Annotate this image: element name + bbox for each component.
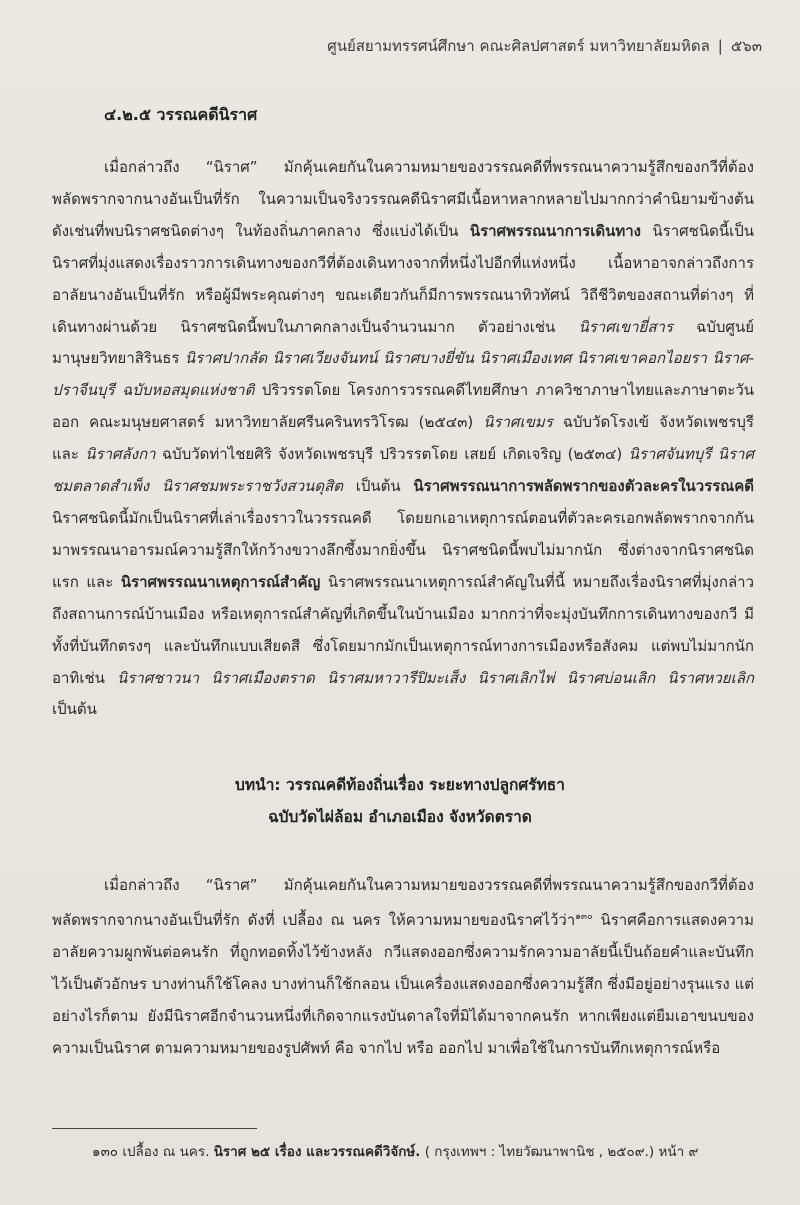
footnote-author: เปลื้อง ณ นคร. xyxy=(118,1144,214,1160)
running-header xyxy=(327,34,762,58)
title-ref: นิราศชาวนา นิราศเมืองตราด นิราศมหาวารีปิมะเส็ง นิราศเลิกไพ่ นิราศบ่อนเลิก นิราศหวยเลิก xyxy=(117,668,754,687)
chapter-paragraph xyxy=(52,870,754,1064)
title-ref: นิราศจันทบุรี นิราศชมตลาดสำเพ็ง นิราศชมพระราชวังสวนดุสิต xyxy=(52,445,754,496)
header-separator: | xyxy=(717,37,723,55)
text-run: เป็นต้น xyxy=(52,700,97,719)
running-title: ศูนย์สยามทรรศน์ศึกษา คณะศิลปศาสตร์ มหาวิทยาลัยมหิดล xyxy=(327,37,710,55)
footnote-divider xyxy=(52,1128,257,1129)
footnote-marker: ๑๓๐ xyxy=(92,1144,119,1160)
text-run: ฉบับศูนย์มานุษยวิทยาสิรินธร xyxy=(52,317,754,368)
bold-term-separation-nirat: นิราศพรรณนาการพลัดพรากของตัวละครในวรรณคดี xyxy=(413,477,754,496)
chapter-body xyxy=(52,870,754,1064)
footnote-ref[interactable]: ๑๓๐ xyxy=(575,911,593,922)
page-number: ๕๖๓ xyxy=(730,37,762,55)
text-run: เมื่อกล่าวถึง “นิราศ” มักคุ้นเคยกันในความหมายของวรรณคดีที่พรรณนาความรู้สึกของกวีที่ต้องพลัดพรากจากนางอันเป็นที่รัก ดังที่ เปลื้อง ณ นคร ให้ความหมายของนิราศไว้ว่า xyxy=(52,876,754,929)
footnote-publication: ( กรุงเทพฯ : ไทยวัฒนาพานิช , ๒๕๐๙.) หน้า ๙ xyxy=(420,1144,699,1160)
section-paragraph xyxy=(52,152,754,726)
title-ref: นิราศลังกา xyxy=(85,445,156,464)
text-run: เมื่อกล่าวถึง “นิราศ” มักคุ้นเคยกันในความหมายของวรรณคดีที่พรรณนาความรู้สึกของกวีที่ต้องพลัดพรากจากนางอันเป็นที่รัก ในความเป็นจริงวรรณคดีนิราศมีเนื้อหาหลากหลายไปมากกว่าคำนิยามข้างต้น ดังเช่นที่พบนิราศชนิดต่างๆ ในท้องถิ่นภาคกลาง ซึ่งแบ่งได้เป็น xyxy=(52,158,754,240)
bold-term-travel-nirat: นิราศพรรณนาการเดินทาง xyxy=(469,221,641,240)
text-run: ปริวรรตโดย โครงการวรรณคดีไทยศึกษา ภาควิชาภาษาไทยและภาษาตะวันออก คณะมนุษยศาสตร์ มหาวิทยาลัยศรีนครินทรวิโรฒ (๒๕๔๓) xyxy=(52,381,754,432)
text-run: นิราศคือการแสดงความอาลัยความผูกพันต่อคนรัก ที่ถูกทอดทิ้งไว้ข้างหลัง กวีแสดงออกซึ่งความรักความอาลัยนี้เป็นถ้อยคำและบันทึกไว้เป็นตัวอักษร บางท่านก็ใช้โคลง บางท่านก็ใช้กลอน เป็นเครื่องแสดงออกซึ่งความรู้สึก ซึ่งมีอยู่อย่างรุนแรง แต่อย่างไรก็ตาม ยังมีนิราศอีกจำนวนหนึ่งที่เกิดจากแรงบันดาลใจที่มิได้มาจากคนรัก หากเพียงแต่ยืมเอาขนบของความเป็นนิราศ ตามความหมายของรูปศัพท์ คือ จากไป หรือ ออกไป มาเพื่อใช้ในการบันทึกเหตุการณ์หรือ xyxy=(52,910,754,1057)
chapter-title-line-1: บทนำ: วรรณคดีท้องถิ่นเรื่อง ระยะทางปลูกศรัทธา xyxy=(235,776,565,794)
text-run: นิราศพรรณนาเหตุการณ์สำคัญในที่นี้ หมายถึงเรื่องนิราศที่มุ่งกล่าวถึงสถานการณ์บ้านเมือง หรือเหตุการณ์สำคัญที่เกิดขึ้นในบ้านเมือง มากกว่าที่จะมุ่งบันทึกการเดินทางของกวี มีทั้งที่บันทึกตรงๆ และบันทึกแบบเสียดสี ซึ่งโดยมากมักเป็นเหตุการณ์ทางการเมืองหรือสังคม แต่พบไม่มากนัก อาทิเช่น xyxy=(52,572,754,687)
section-heading: ๔.๒.๕ วรรณคดีนิราศ xyxy=(104,105,258,124)
chapter-title-line-2: ฉบับวัดไผ่ล้อม อำเภอเมือง จังหวัดตราด xyxy=(268,808,532,826)
title-ref: นิราศเขายี่สาร xyxy=(578,317,673,336)
text-run: นิราศชนิดนี้มักเป็นนิราศที่เล่าเรื่องราวในวรรณคดี โดยยกเอาเหตุการณ์ตอนที่ตัวละครเอกพลัดพรากจากกัน มาพรรณนาอารมณ์ความรู้สึกให้กว้างขวางลึกซึ้งมากยิ่งขึ้น นิราศชนิดนี้พบไม่มากนัก ซึ่งต่างจากนิราศชนิดแรก และ xyxy=(52,508,754,591)
footnote-title: นิราศ ๒๕ เรื่อง และวรรณคดีวิจักษ์. xyxy=(213,1144,421,1160)
footnote xyxy=(92,1140,772,1162)
title-ref: นิราศเขมร xyxy=(483,413,553,432)
text-run: เป็นต้น xyxy=(343,477,414,496)
bold-term-event-nirat: นิราศพรรณนาเหตุการณ์สำคัญ xyxy=(120,572,321,591)
section-body xyxy=(52,152,754,726)
text-run: นิราศชนิดนี้เป็นนิราศที่มุ่งแสดงเรื่องราวการเดินทางของกวีที่ต้องเดินทางจากที่หนึ่งไปอีกที่แห่งหนึ่ง เนื้อหาอาจกล่าวถึงการอาลัยนางอันเป็นที่รัก หรือผู้มีพระคุณต่างๆ ขณะเดียวกันก็มีการพรรณนาทิวทัศน์ วิถีชีวิตของสถานที่ต่างๆ ที่เดินทางผ่านด้วย นิราศชนิดนี้พบในภาคกลางเป็นจำนวนมาก ตัวอย่างเช่น xyxy=(52,221,754,336)
title-ref: นิราศปากลัด นิราศเวียงจันทน์ นิราศบางยี่ขัน นิราศเมืองเทศ นิราศเขาคอกไอยรา นิราศ-ปราจีนบุรี ฉบับหอสมุดแห่งชาติ xyxy=(52,349,754,400)
text-run: ฉบับวัดโรงเข้ จังหวัดเพชรบุรี และ xyxy=(52,413,754,464)
text-run: ฉบับวัดท่าไชยศิริ จังหวัดเพชรบุรี ปริวรรตโดย เสยย์ เกิดเจริญ (๒๕๓๔) xyxy=(155,445,629,464)
